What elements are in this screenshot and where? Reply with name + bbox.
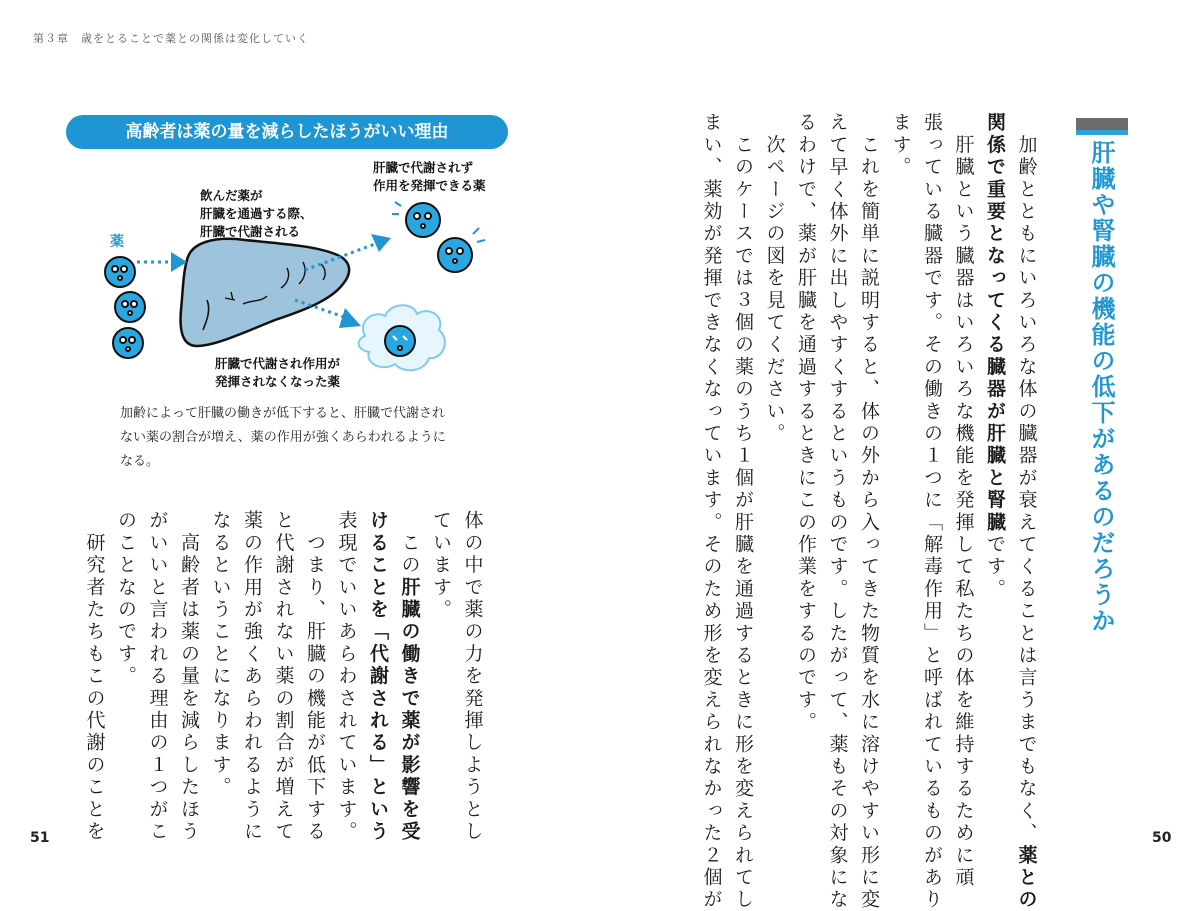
- body-text: るわけで、薬が肝臓を通過するときにこの作業をするのです。: [795, 112, 817, 734]
- illustration-caption: 加齢によって肝臓の働きが低下すると、肝臓で代謝され ない薬の割合が増え、薬の作用が強くあらわれるように なる。: [120, 406, 446, 469]
- drug-pill-3: [113, 328, 143, 358]
- effective-pill-1: [392, 202, 440, 237]
- title-accent-bar: [1076, 118, 1128, 130]
- body-text-bold: 薬との: [1015, 844, 1038, 911]
- body-text: 研究者たちもこの代謝のことを: [83, 510, 106, 843]
- body-text: です。: [984, 533, 1006, 601]
- body-text: なるということになります。: [209, 510, 232, 799]
- body-text: 肝臓という臓器はいろいろな機能を発揮して私たちの体を維持するために頑: [952, 112, 975, 889]
- drug-pill-2: [115, 292, 145, 322]
- left-page-body: [78, 510, 488, 844]
- section-title: 肝臓や腎臓の機能の低下があるのだろうか: [1087, 140, 1115, 634]
- body-text: この: [398, 510, 421, 577]
- body-text: 加齢とともにいろいろな体の臓器が衰えてくることは言うまでもなく、: [1015, 112, 1038, 845]
- body-text: 次ページの図を見てください。: [763, 112, 786, 445]
- body-text-bold: けることを「代謝される」という: [367, 510, 389, 843]
- body-text: まい、薬効が発揮できなくなっています。そのため形を変えられなかった２個が: [700, 112, 723, 911]
- body-text: のことなのです。: [115, 510, 137, 688]
- liver-diagram: [95, 150, 485, 390]
- body-text-bold: 肝臓の働きで薬が影響を受: [398, 576, 421, 844]
- label-swallowed-drug: 飲んだ薬が 肝臓を通過する際、 肝臓で代謝される: [200, 188, 313, 239]
- body-text: 高齢者は薬の量を減らしたほう: [178, 510, 200, 843]
- body-text: 表現でいいあらわされています。: [335, 510, 358, 843]
- drug-label: 薬: [110, 234, 124, 250]
- right-page-body: [695, 112, 1042, 911]
- label-effective-drug: 肝臓で代謝されず 作用を発揮できる薬: [373, 160, 486, 193]
- body-text: えて早く体外に出しやすくするというものです。したがって、薬もその対象にな: [826, 112, 849, 911]
- body-text: がいいと言われる理由の１つがこ: [146, 510, 169, 843]
- page-number-left: 51: [30, 830, 50, 846]
- illustration-title: 高齢者は薬の量を減らしたほうがいい理由: [66, 115, 508, 149]
- body-text: と代謝されない薬の割合が増えて: [272, 510, 295, 843]
- body-text: つまり、肝臓の機能が低下する: [304, 510, 326, 843]
- drug-pill-1: [105, 257, 135, 287]
- effective-pill-2: [438, 228, 485, 272]
- body-text-bold: 関係で重要となってくる臓器が肝臓と腎臓: [984, 112, 1006, 534]
- label-metabolized-drug: 肝臓で代謝され作用が 発揮されなくなった薬: [215, 356, 341, 389]
- metabolized-pill: [385, 326, 415, 356]
- liver-shape: [181, 239, 350, 346]
- body-text: 薬の作用が強くあらわれるように: [241, 510, 263, 843]
- body-text: このケースでは３個の薬のうち１個が肝臓を通過するときに形を変えられてし: [732, 112, 754, 911]
- body-text: これを簡単に説明すると、体の外から入ってきた物質を水に溶けやすい形に変: [858, 112, 880, 911]
- body-text: 張っている臓器です。その働きの１つに「解毒作用」と呼ばれているものがあり: [921, 112, 943, 911]
- body-text: ています。: [430, 510, 452, 621]
- body-text: ます。: [889, 112, 912, 179]
- page-number-right: 50: [1152, 830, 1172, 846]
- body-text: 体の中で薬の力を発揮しようとし: [461, 510, 484, 843]
- title-accent-line: [1076, 130, 1128, 135]
- running-header: 第３章 歳をとることで薬との関係は変化していく: [33, 32, 309, 45]
